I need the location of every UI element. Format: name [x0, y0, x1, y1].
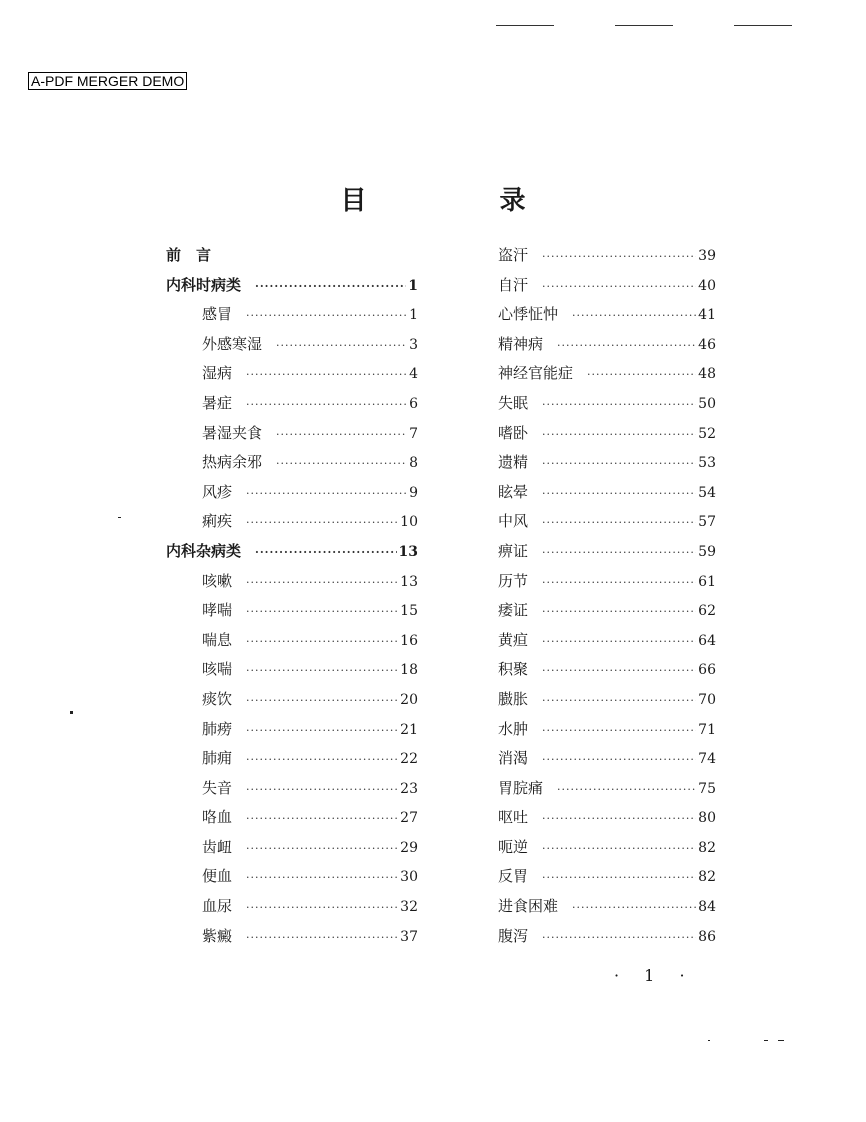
toc-entry	[498, 925, 716, 955]
toc-entry-page: 6	[409, 395, 418, 412]
toc-entry	[498, 303, 716, 333]
toc-entry-page: 57	[698, 514, 716, 531]
toc-leader-dots	[542, 664, 696, 677]
toc-entry-page: 1	[408, 277, 418, 294]
toc-entry	[166, 629, 418, 659]
toc-entry-page: 53	[698, 455, 716, 472]
toc-entry-title: 咳嗽	[202, 571, 233, 590]
toc-entry-title: 历节	[498, 571, 529, 590]
toc-entry-page: 82	[698, 869, 716, 886]
toc-entry-page: 61	[698, 573, 716, 590]
toc-entry	[166, 777, 418, 807]
toc-entry-title: 进食困难	[498, 897, 559, 916]
toc-entry-page: 10	[400, 514, 418, 531]
scan-speck	[70, 711, 73, 714]
toc-leader-dots	[246, 576, 398, 589]
toc-entry-title: 胃脘痛	[498, 778, 544, 797]
header-rule-2	[615, 25, 673, 26]
toc-entry	[498, 865, 716, 895]
toc-entry	[166, 540, 418, 570]
toc-leader-dots	[542, 250, 696, 263]
toc-entry-title: 齿衄	[202, 837, 233, 856]
toc-entry	[166, 274, 418, 304]
toc-leader-dots	[542, 605, 696, 618]
toc-leader-dots	[542, 546, 696, 559]
toc-leader-dots	[246, 694, 398, 707]
toc-entry-page: 9	[409, 484, 418, 501]
watermark-label: A-PDF MERGER DEMO	[28, 72, 187, 90]
toc-entry-title: 湿病	[202, 364, 233, 383]
toc-entry-page: 15	[400, 603, 418, 620]
toc-entry-title: 肺痨	[202, 719, 233, 738]
toc-leader-dots	[246, 901, 398, 914]
toc-entry-title: 水肿	[498, 719, 529, 738]
toc-entry-title: 紫癜	[202, 926, 233, 945]
toc-leader-dots	[246, 309, 407, 322]
toc-entry-title: 臌胀	[498, 689, 529, 708]
toc-entry-page: 64	[698, 632, 716, 649]
toc-entry	[166, 392, 418, 422]
toc-entry-title: 咯血	[202, 808, 233, 827]
toc-entry	[166, 599, 418, 629]
scan-speck	[708, 1040, 710, 1041]
toc-entry-title: 热病余邪	[202, 453, 263, 472]
toc-leader-dots	[572, 901, 696, 914]
toc-leader-dots	[542, 842, 696, 855]
toc-entry-page: 8	[409, 455, 418, 472]
header-rule-1	[496, 25, 554, 26]
toc-entry	[498, 570, 716, 600]
toc-left-column	[166, 244, 418, 954]
toc-entry-title: 内科时病类	[166, 275, 242, 294]
toc-entry-page: 7	[409, 425, 418, 442]
toc-entry	[166, 865, 418, 895]
toc-entry-page: 32	[400, 899, 418, 916]
toc-entry	[166, 244, 418, 274]
toc-entry	[166, 836, 418, 866]
toc-entry	[498, 895, 716, 925]
toc-entry-page: 52	[698, 425, 716, 442]
toc-entry	[498, 718, 716, 748]
toc-leader-dots	[542, 931, 696, 944]
toc-entry-title: 前 言	[166, 246, 212, 264]
toc-leader-dots	[246, 398, 407, 411]
page-number: · 1 ·	[614, 966, 695, 985]
toc-entry	[166, 895, 418, 925]
toc-right-column	[498, 244, 716, 954]
toc-leader-dots	[246, 842, 398, 855]
toc-entry	[498, 274, 716, 304]
toc-leader-dots	[542, 724, 696, 737]
toc-entry-page: 13	[398, 543, 418, 560]
toc-leader-dots	[246, 516, 398, 529]
scan-speck	[118, 517, 121, 518]
toc-leader-dots	[246, 368, 407, 381]
toc-entry-title: 咳喘	[202, 660, 233, 679]
toc-entry-page: 86	[698, 928, 716, 945]
toc-leader-dots	[557, 339, 696, 352]
toc-entry	[166, 451, 418, 481]
toc-leader-dots	[246, 487, 407, 500]
toc-entry-page: 50	[698, 395, 716, 412]
toc-entry-page: 23	[400, 780, 418, 797]
toc-entry-title: 盗汗	[498, 246, 529, 264]
toc-entry	[166, 688, 418, 718]
scan-speck	[778, 1040, 784, 1041]
toc-entry	[166, 510, 418, 540]
toc-entry-page: 30	[400, 869, 418, 886]
toc-entry-page: 48	[698, 366, 716, 383]
toc-entry	[498, 747, 716, 777]
toc-entry-title: 呃逆	[498, 837, 529, 856]
toc-entry-title: 反胃	[498, 867, 529, 886]
toc-leader-dots	[255, 546, 397, 559]
toc-entry-title: 遗精	[498, 453, 529, 472]
toc-entry	[166, 422, 418, 452]
toc-entry-title: 外感寒湿	[202, 334, 263, 353]
toc-entry-title: 中风	[498, 512, 529, 531]
toc-entry-title: 内科杂病类	[166, 541, 242, 560]
toc-leader-dots	[542, 487, 696, 500]
toc-leader-dots	[246, 871, 398, 884]
toc-entry-title: 失眠	[498, 393, 529, 412]
toc-entry	[166, 747, 418, 777]
toc-entry	[498, 422, 716, 452]
toc-entry-title: 失音	[202, 778, 233, 797]
toc-entry-title: 便血	[202, 867, 233, 886]
toc-entry-page: 22	[400, 751, 418, 768]
toc-leader-dots	[276, 428, 407, 441]
toc-leader-dots	[572, 309, 696, 322]
toc-entry-page: 62	[698, 603, 716, 620]
toc-leader-dots	[246, 931, 398, 944]
toc-entry	[498, 392, 716, 422]
toc-entry-page: 29	[400, 839, 418, 856]
toc-leader-dots	[255, 280, 406, 293]
page-title: 目 录	[340, 186, 588, 216]
toc-entry	[498, 451, 716, 481]
toc-entry-page: 20	[400, 691, 418, 708]
toc-entry	[166, 570, 418, 600]
toc-entry-page: 71	[698, 721, 716, 738]
toc-entry-title: 哮喘	[202, 601, 233, 620]
header-rule-3	[734, 25, 792, 26]
toc-entry-title: 肺痈	[202, 749, 233, 768]
toc-entry	[498, 629, 716, 659]
toc-entry	[498, 806, 716, 836]
toc-entry	[498, 540, 716, 570]
toc-entry-title: 腹泻	[498, 926, 529, 945]
toc-leader-dots	[246, 753, 398, 766]
toc-entry-title: 风疹	[202, 482, 233, 501]
toc-entry	[166, 806, 418, 836]
toc-leader-dots	[542, 516, 696, 529]
toc-entry-page: 75	[698, 780, 716, 797]
toc-leader-dots	[246, 724, 398, 737]
toc-entry	[166, 718, 418, 748]
toc-leader-dots	[542, 398, 696, 411]
toc-leader-dots	[246, 605, 398, 618]
toc-entry-title: 神经官能症	[498, 364, 574, 383]
toc-entry-title: 暑症	[202, 393, 233, 412]
toc-entry-page: 40	[698, 277, 716, 294]
toc-entry-title: 自汗	[498, 275, 529, 294]
toc-entry-page: 59	[698, 543, 716, 560]
toc-leader-dots	[542, 694, 696, 707]
toc-leader-dots	[557, 783, 696, 796]
toc-leader-dots	[542, 635, 696, 648]
toc-entry	[498, 481, 716, 511]
toc-entry-page: 1	[409, 307, 418, 324]
toc-entry	[166, 658, 418, 688]
toc-entry	[498, 688, 716, 718]
toc-entry-title: 消渴	[498, 749, 529, 768]
toc-leader-dots	[276, 339, 407, 352]
toc-entry	[498, 362, 716, 392]
toc-entry	[166, 925, 418, 955]
toc-entry-page: 74	[698, 751, 716, 768]
toc-entry-page: 80	[698, 810, 716, 827]
toc-entry-title: 嗜卧	[498, 423, 529, 442]
toc-leader-dots	[542, 280, 696, 293]
toc-entry-title: 暑湿夹食	[202, 423, 263, 442]
toc-leader-dots	[246, 812, 398, 825]
toc-entry-page: 4	[409, 366, 418, 383]
toc-leader-dots	[542, 753, 696, 766]
toc-entry	[498, 333, 716, 363]
toc-entry-title: 痢疾	[202, 512, 233, 531]
toc-entry-page: 27	[400, 810, 418, 827]
scan-speck	[764, 1040, 768, 1041]
toc-entry-page: 66	[698, 662, 716, 679]
toc-entry-title: 呕吐	[498, 808, 529, 827]
toc-entry-page: 21	[400, 721, 418, 738]
toc-entry-page: 3	[409, 336, 418, 353]
toc-entry-title: 痿证	[498, 601, 529, 620]
toc-entry-page: 41	[698, 307, 716, 324]
toc-entry-page: 39	[698, 248, 716, 264]
toc-entry-title: 痹证	[498, 541, 529, 560]
toc-entry	[166, 303, 418, 333]
toc-entry-page: 70	[698, 691, 716, 708]
toc-entry-title: 痰饮	[202, 689, 233, 708]
toc-entry-page: 37	[400, 928, 418, 945]
toc-entry-page: 84	[698, 899, 716, 916]
toc-leader-dots	[542, 812, 696, 825]
toc-entry	[498, 510, 716, 540]
toc-entry	[166, 333, 418, 363]
toc-entry-title: 喘息	[202, 630, 233, 649]
toc-entry	[166, 481, 418, 511]
toc-leader-dots	[246, 664, 398, 677]
toc-entry-page: 13	[400, 573, 418, 590]
toc-leader-dots	[246, 635, 398, 648]
toc-leader-dots	[276, 457, 407, 470]
toc-leader-dots	[542, 457, 696, 470]
toc-entry-title: 血尿	[202, 897, 233, 916]
toc-entry	[498, 244, 716, 274]
toc-entry-title: 积聚	[498, 660, 529, 679]
toc-entry-title: 感冒	[202, 305, 233, 324]
toc-entry	[498, 836, 716, 866]
toc-entry-title: 黄疸	[498, 630, 529, 649]
toc-entry-title: 心悸怔忡	[498, 305, 559, 324]
toc-leader-dots	[587, 368, 696, 381]
toc-entry	[498, 599, 716, 629]
toc-entry	[498, 777, 716, 807]
toc-leader-dots	[246, 783, 398, 796]
toc-leader-dots	[542, 576, 696, 589]
toc-leader-dots	[542, 871, 696, 884]
toc-entry	[498, 658, 716, 688]
toc-leader-dots	[542, 428, 696, 441]
toc-entry-page: 16	[400, 632, 418, 649]
toc-entry-title: 精神病	[498, 334, 544, 353]
toc-entry-page: 46	[698, 336, 716, 353]
toc-entry-page: 54	[698, 484, 716, 501]
toc-entry-page: 82	[698, 839, 716, 856]
toc-entry-page: 18	[400, 662, 418, 679]
toc-entry	[166, 362, 418, 392]
toc-entry-title: 眩晕	[498, 482, 529, 501]
